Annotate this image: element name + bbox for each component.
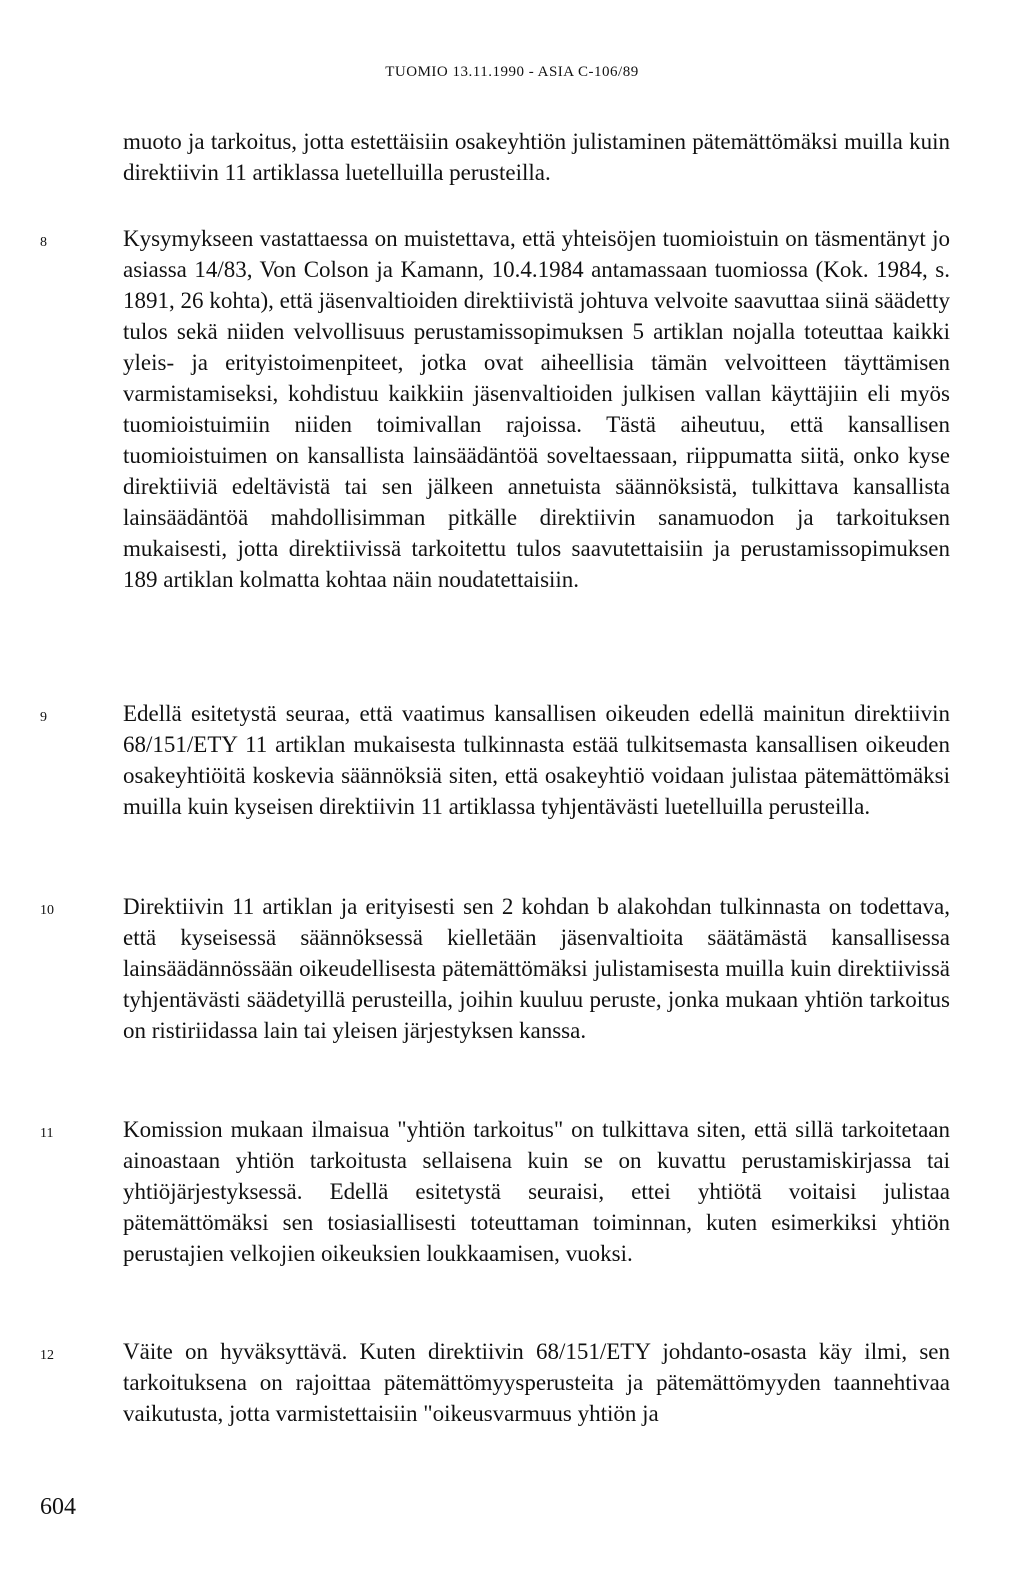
paragraph-number: 9 <box>40 710 47 725</box>
paragraph-text: Väite on hyväksyttävä. Kuten direktiivin 68/151/ETY johdanto-osasta käy ilmi, sen tarkoituksena on rajoittaa pätemättömyysperusteita ja pätemättömyyden taannehtivaa vaikutusta, jotta varmistettaisiin "oikeusvarmuus yhtiön ja <box>123 1339 950 1426</box>
paragraph-number: 12 <box>40 1348 54 1363</box>
paragraph-text: muoto ja tarkoitus, jotta estettäisiin osakeyhtiön julistaminen pätemättömäksi muilla kuin direktiivin 11 artiklassa luetelluilla perusteilla. <box>123 129 950 185</box>
paragraph-number: 10 <box>40 903 54 918</box>
paragraph-text: Direktiivin 11 artiklan ja erityisesti sen 2 kohdan b alakohdan tulkinnasta on todettava, että kyseisessä säännöksessä kielletään jäsenvaltioita säätämästä kansallisessa lainsäädännössään oikeudellisesta pätemättömäksi julistamisesta muilla kuin direktiivissä tyhjentävästi säädetyillä perusteilla, joihin kuuluu peruste, jonka mukaan yhtiön tarkoitus on ristiriidassa lain tai yleisen järjestyksen kanssa. <box>123 894 950 1043</box>
paragraph-text: Komission mukaan ilmaisua "yhtiön tarkoitus" on tulkittava siten, että sillä tarkoitetaan ainoastaan yhtiön tarkoitusta sellaisena kuin se on kuvattu perustamiskirjassa tai yhtiöjärjestyksessä. Edellä esitetystä seuraisi, ettei yhtiötä voitaisi julistaa pätemättömäksi sen tosiasiallisesti toteuttaman toiminnan, kuten esimerkiksi yhtiön perustajien velkojien oikeuksien loukkaamisen, vuoksi. <box>123 1117 950 1266</box>
paragraph-text: Kysymykseen vastattaessa on muistettava, että yhteisöjen tuomioistuin on täsmentänyt jo asiassa 14/83, Von Colson ja Kamann, 10.4.1984 antamassaan tuomiossa (Kok. 1984, s. 1891, 26 kohta), että jäsenvaltioiden direktiivistä johtuva velvoite saavuttaa siinä säädetty tulos sekä niiden velvollisuus perustamissopimuksen 5 artiklan nojalla toteuttaa kaikki yleis- ja erityistoimenpiteet, jotka ovat aiheellisia tämän velvoitteen täyttämisen varmistamiseksi, kohdistuu kaikkiin jäsenvaltioiden julkisen vallan käyttäjiin eli myös tuomioistuimiin niiden toimivallan rajoissa. Tästä aiheutuu, että kansallisen tuomioistuimen on kansallista lainsäädäntöä soveltaessaan, riippumatta siitä, onko kyse direktiiviä edeltävistä tai sen jälkeen annetuista säännöksistä, tulkittava kansallista lainsäädäntöä mahdollisimman pitkälle direktiivin sanamuodon ja tarkoituksen mukaisesti, jotta direktiivissä tarkoitettu tulos saavutettaisiin ja perustamissopimuksen 189 artiklan kolmatta kohtaa näin noudatettaisiin. <box>123 226 950 592</box>
paragraph-number: 11 <box>40 1126 54 1141</box>
paragraph-text: Edellä esitetystä seuraa, että vaatimus kansallisen oikeuden edellä mainitun direktiivin 68/151/ETY 11 artiklan mukaisesta tulkinnasta estää tulkitsemasta kansallisen oikeuden osakeyhtiöitä koskevia säännöksiä siten, että osakeyhtiö voidaan julistaa pätemättömäksi muilla kuin kyseisen direktiivin 11 artiklassa tyhjentävästi luetelluilla perusteilla. <box>123 701 950 819</box>
paragraph-number: 8 <box>40 235 47 250</box>
running-header: TUOMIO 13.11.1990 - ASIA C-106/89 <box>385 64 639 80</box>
page-number: 604 <box>40 1494 76 1520</box>
